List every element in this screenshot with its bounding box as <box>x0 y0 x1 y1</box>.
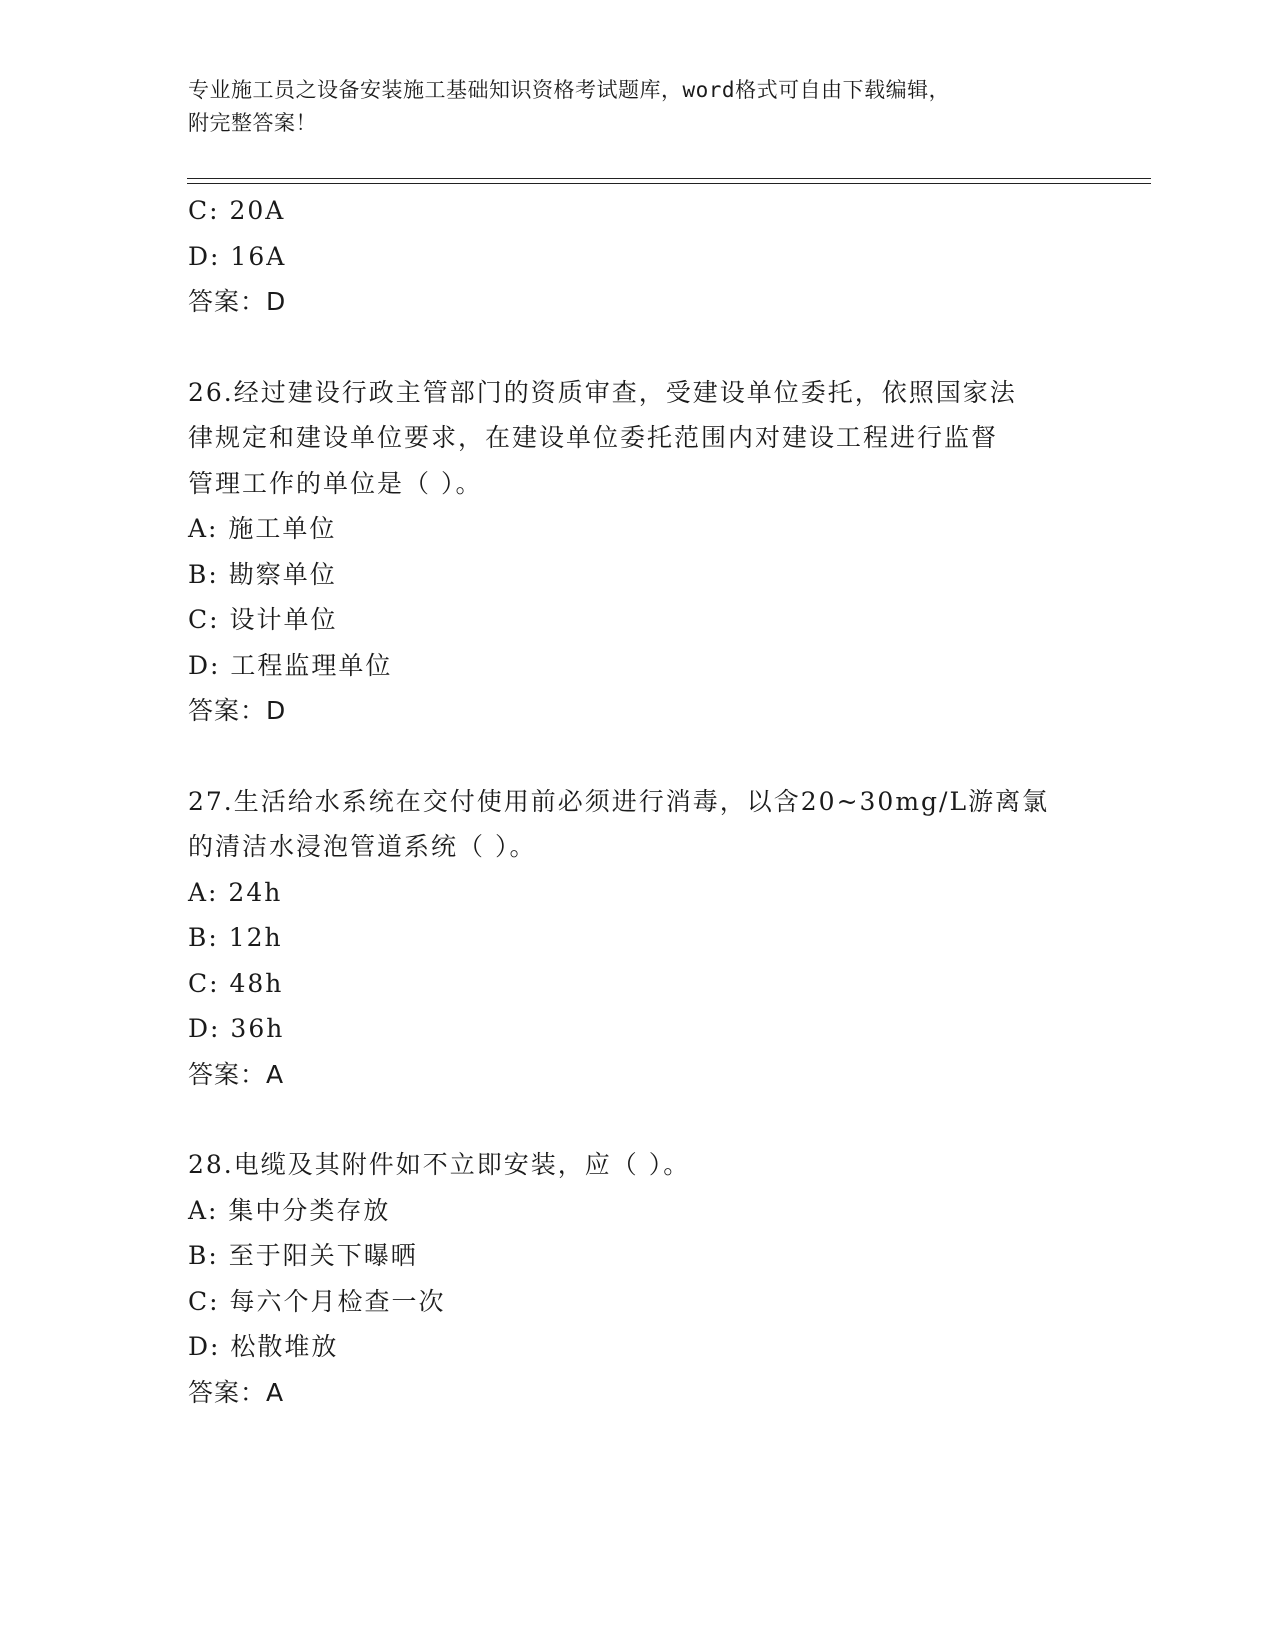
answer: 答案：A <box>188 1377 285 1407</box>
option-d: D: 16A <box>188 241 287 271</box>
question-26 <box>188 370 1148 734</box>
question-text: 26.经过建设行政主管部门的资质审查，受建设单位委托，依照国家法 <box>188 377 1017 407</box>
document-header <box>188 74 1088 140</box>
option-d: D: 松散堆放 <box>188 1332 339 1361</box>
option-a: A: 24h <box>188 877 283 907</box>
option-d: D: 工程监理单位 <box>188 650 393 680</box>
header-line-1: 专业施工员之设备安装施工基础知识资格考试题库，word格式可自由下载编辑， <box>188 78 951 102</box>
option-b: B: 12h <box>188 923 283 952</box>
answer: 答案：D <box>188 696 287 725</box>
question-text: 28.电缆及其附件如不立即安装，应（ ）。 <box>188 1150 691 1179</box>
question-text: 27.生活给水系统在交付使用前必须进行消毒，以含20~30mg/L游离氯 <box>188 786 1050 816</box>
option-b: B: 至于阳关下曝晒 <box>188 1241 418 1270</box>
option-b: B: 勘察单位 <box>188 559 337 589</box>
question-text: 律规定和建设单位要求，在建设单位委托范围内对建设工程进行监督 <box>188 423 999 452</box>
spacer <box>188 1097 1148 1142</box>
question-25-tail <box>188 188 1148 325</box>
option-c: C: 20A <box>188 196 286 225</box>
option-a: A: 集中分类存放 <box>188 1195 391 1225</box>
answer: 答案：D <box>188 287 287 316</box>
document-body <box>188 188 1148 1415</box>
question-text: 管理工作的单位是（ ）。 <box>188 468 483 498</box>
spacer <box>188 734 1148 779</box>
question-text: 的清洁水浸泡管道系统（ ）。 <box>188 832 537 861</box>
option-c: C: 设计单位 <box>188 605 338 634</box>
spacer <box>188 325 1148 370</box>
question-27 <box>188 779 1148 1098</box>
question-28 <box>188 1142 1148 1415</box>
option-d: D: 36h <box>188 1014 285 1043</box>
header-line-2: 附完整答案！ <box>188 111 317 135</box>
header-rule-top <box>187 178 1151 179</box>
option-c: C: 48h <box>188 968 284 998</box>
option-a: A: 施工单位 <box>188 514 337 543</box>
option-c: C: 每六个月检查一次 <box>188 1286 446 1316</box>
header-rule-bottom <box>187 183 1151 184</box>
answer: 答案：A <box>188 1059 285 1089</box>
